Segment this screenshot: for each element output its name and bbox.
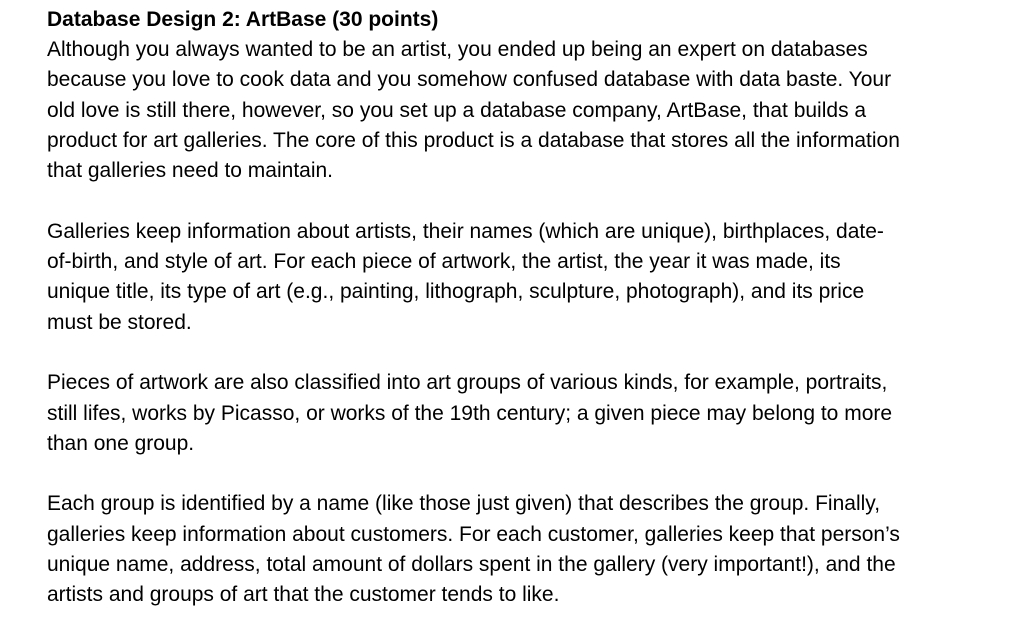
paragraph-line: unique title, its type of art (e.g., painting, lithograph, sculpture, photograph), and its price [47, 280, 865, 304]
paragraph-groups [47, 368, 1007, 459]
paragraph-line: still lifes, works by Picasso, or works of the 19th century; a given piece may belong to more [47, 401, 893, 425]
document-title: Database Design 2: ArtBase (30 points) [47, 8, 439, 31]
paragraph-line: Although you always wanted to be an artist, you ended up being an expert on databases [47, 38, 868, 61]
paragraph-intro [47, 35, 1007, 186]
paragraph-line: Each group is identified by a name (like those just given) that describes the group. Finally, [47, 492, 881, 516]
paragraph-line: of-birth, and style of art. For each piece of artwork, the artist, the year it was made, its [47, 250, 841, 274]
paragraph-line: old love is still there, however, so you set up a database company, ArtBase, that builds a [47, 98, 867, 122]
paragraph-line: must be stored. [47, 310, 192, 334]
paragraph-customers [47, 489, 1007, 610]
paragraph-artists [47, 217, 1007, 338]
paragraph-line: because you love to cook data and you somehow confused database with data baste. Your [47, 68, 892, 92]
paragraph-line: that galleries need to maintain. [47, 159, 334, 183]
paragraph-line: galleries keep information about customers. For each customer, galleries keep that person’s [47, 522, 900, 546]
document-body [47, 5, 1007, 611]
paragraph-line: product for art galleries. The core of this product is a database that stores all the information [47, 128, 900, 152]
paragraph-line: than one group. [47, 431, 195, 455]
paragraph-line: artists and groups of art that the customer tends to like. [47, 583, 560, 607]
paragraph-line: Galleries keep information about artists, their names (which are unique), birthplaces, date- [47, 219, 884, 243]
paragraph-line: unique name, address, total amount of dollars spent in the gallery (very important!), and the [47, 553, 896, 577]
paragraph-line: Pieces of artwork are also classified into art groups of various kinds, for example, portraits, [47, 371, 888, 395]
